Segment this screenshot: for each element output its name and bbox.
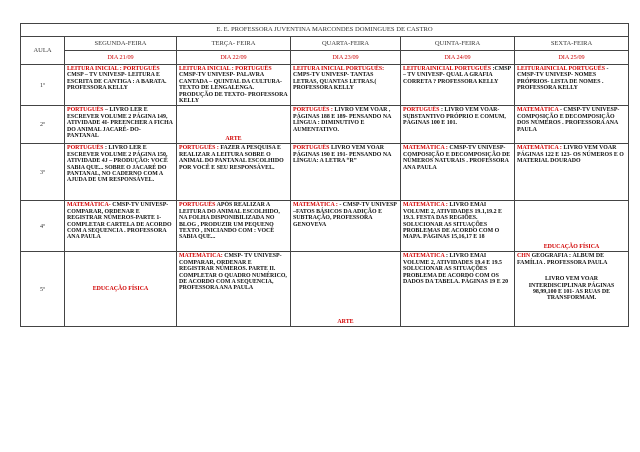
lesson-text: CMSP- TV UNIVESP- COMPARAR, ORDENAR E REGISTRAR NÚMEROS. PARTE II. COMPLETAR O QUADRO NUMÉRICO, DE ACORDO COM A SEQUENCIA, PROFESSORA ANA PAULA: [179, 253, 287, 292]
lesson-cell: [401, 201, 515, 252]
lesson-subject: MATEMÁTICA: [403, 253, 445, 260]
lesson-text: CMSP – TV UNIVESP- LEITURA E ESCRITA DE CANTIGA : A BARATA. PROFESSORA KELLY: [67, 72, 167, 92]
lesson-text: - CMSP-TV UNIVESP- NOMES PRÓPRIOS- LISTA DE NOMES . PROFESSORA KELLY: [517, 66, 609, 92]
lesson-subject: LEITURAINICIAL PORTUGUÊS: [403, 66, 492, 72]
lesson-subject: PORTUGUÊS: [403, 107, 440, 114]
lesson-subject: EDUCAÇÃO FÍSICA: [543, 244, 600, 251]
lesson-cell: [65, 252, 177, 327]
class-number: 5º: [21, 252, 65, 327]
day-date: DIA 23/09: [291, 51, 401, 65]
lesson-subject: PORTUGUÊS :: [293, 107, 333, 114]
lesson-cell: [291, 201, 401, 252]
lesson-text: :CMSP – TV UNIVESP- QUAL A GRAFIA CORRETA ? PROFESSORA KELLY: [403, 66, 511, 85]
lesson-text: : LIVRO EMAI VOLUME 2, ATIVIDADES 19.4 E 19.5 SOLUCIONAR AS SITUAÇÕES PROBLEMA DE ACORDO COM OS DADOS DA TABELA. PÁGINAS 19 E 20: [403, 253, 509, 286]
class-number: 2º: [21, 106, 65, 144]
table-row: [21, 201, 629, 252]
lesson-cell: [401, 252, 515, 327]
lesson-text: : LIVRO LER E ESCREVER VOLUME 2 PÁGINA 150, ATIVIDADE 4J – PRODUÇÃO: VOCÊ SABIA QUE... SOBRE O JACARÉ DO PANTANAL, NO CADERNO COM A AJUDA DE UM RESPONSÁVEL.: [67, 145, 168, 184]
day-name: QUINTA-FEIRA: [401, 37, 515, 51]
lesson-text: - CMSP-TV UNIVESP –FATOS BÁSICOS DA ADIÇÃO E SUBTRAÇÃO, PROFESSORA GENOVEVA: [293, 202, 397, 228]
lesson-cell: [401, 106, 515, 144]
lesson-text: CMSP-TV UNIVESP- PALAVRA CANTADA – QUINTAL DA CULTURA- TEXTO DE LENGALENGA. PRODUÇÃO DE TEXTO- PROFESSORA KELLY: [179, 72, 288, 105]
lesson-subject: CHN: [517, 253, 531, 260]
day-name: SEGUNDA-FEIRA: [65, 37, 177, 51]
lesson-cell: [515, 201, 629, 252]
lesson-text: FAZER A PESQUISA E REALIZAR A LEITURA SOBRE O ANIMAL DO PANTANAL ESCOLHIDO POR VOCÊ E SEU RESPONSÁVEL.: [179, 145, 284, 171]
table-row: [21, 144, 629, 201]
lesson-cell: [515, 144, 629, 201]
lesson-extra: LIVRO VEM VOAR INTERDISCIPLINAR PÁGINAS 98,99,100 E 101- AS RUAS DE TRANSFORMAM.: [528, 276, 615, 302]
lesson-subject: LEITURA INICIAL PORTUGUÊS:: [293, 66, 385, 72]
lesson-text: LIVRO VEM VOAR PÁGINAS 190 E 191- PENSANDO NA LÍNGUA: A LETRA “R”: [293, 145, 392, 165]
lesson-cell: [65, 106, 177, 144]
lesson-cell: [291, 144, 401, 201]
lesson-text: APÓS REALIZAR A LEITURA DO ANIMAL ESCOLHIDO, NA FOLHA DISPONIBILIZADA NO BLOG , PRODUZIR UM PEQUENO TEXTO , INICIANDO COM : VOCÊ SABIA QUE...: [179, 202, 280, 241]
lesson-cell: [291, 106, 401, 144]
lesson-subject: MATEMÁTICA :: [403, 202, 448, 209]
lesson-cell: [65, 201, 177, 252]
lesson-subject: MATEMÁTICA-: [67, 202, 111, 209]
lesson-text: : LIVRO VEM VOAR- SUBSTANTIVO PRÓPRIO E COMUM, PÁGINAS 100 E 101.: [403, 107, 506, 127]
lesson-text: CMSP-TV UNIVESP- COMPARAR, ORDENAR E REGISTRAR NÚMEROS-PARTE 1- COMPLETAR CARTELA DE ACORDO COM A SEQUENCIA . PROFESSORA ANA PAULA: [67, 202, 172, 241]
lesson-cell: [291, 65, 401, 106]
lesson-subject: PORTUGUÊS: [67, 145, 104, 152]
lesson-subject: MATEMÁTICA :: [403, 145, 448, 152]
day-date: DIA 21/09: [65, 51, 177, 65]
day-name: TERÇA- FEIRA: [177, 37, 291, 51]
lesson-text: – LIVRO LER E ESCREVER VOLUME 2 PÁGINA 149, ATIVIDADE 4I- PREENCHER A FICHA DO ANIMAL JACARÉ- DO- PANTANAL: [67, 107, 173, 140]
lesson-text: LIVRO VEM VOAR , PÁGINAS 188 E 189- PENSANDO NA LÍNGUA : DIMINUTIVO E AUMENTATIVO.: [293, 107, 392, 133]
lesson-subject: MATEMÁTICA: [517, 107, 559, 114]
lesson-cell: [65, 144, 177, 201]
lesson-subject: ARTE: [337, 319, 354, 326]
lesson-cell: [515, 252, 629, 327]
lesson-cell: [291, 252, 401, 327]
schedule-table: [20, 23, 629, 327]
day-date: DIA 22/09: [177, 51, 291, 65]
lesson-cell: [177, 201, 291, 252]
lesson-subject: MATEMÁTICA :: [517, 145, 562, 152]
lesson-text: LIVRO VEM VOAR PÁGINAS 122 E 123- OS NÚMEROS E O MATERIAL DOURADO: [517, 145, 624, 165]
day-date: DIA 24/09: [401, 51, 515, 65]
lesson-text: CMPS-TV UNIVESP- TANTAS LETRAS, QUANTAS LETRAS.( PROFESSORA KELLY: [293, 72, 377, 92]
lesson-cell: [177, 106, 291, 144]
lesson-text: - CMSP-TV UNIVESP-COMPOSIÇÃO E DECOMPOSIÇÃO DOS NÚMEROS . PROFESSORA ANA PAULA: [517, 107, 620, 133]
day-name: SEXTA-FEIRA: [515, 37, 629, 51]
lesson-subject: LEITURA INICIAL : PORTUGUÊS: [179, 66, 272, 72]
table-row: [21, 252, 629, 327]
day-name: QUARTA-FEIRA: [291, 37, 401, 51]
school-name: E. E. PROFESSORA JUVENTINA MARCONDES DOMINGUES DE CASTRO: [21, 24, 629, 37]
lesson-subject: EDUCAÇÃO FÍSICA: [92, 286, 149, 293]
lesson-cell: [65, 65, 177, 106]
lesson-cell: [401, 144, 515, 201]
table-row: [21, 106, 629, 144]
class-number: 3º: [21, 144, 65, 201]
lesson-cell: [515, 65, 629, 106]
lesson-cell: [401, 65, 515, 106]
lesson-cell: [515, 106, 629, 144]
table-row: [21, 65, 629, 106]
lesson-subject: PORTUGUÊS :: [179, 145, 219, 152]
lesson-text: LIVRO EMAI VOLUME 2, ATIVIDADES 19.1,19.2 E 19.3. FESTA DAS REGIÕES. SOLUCIONAR AS SITUAÇÕES PROBLEMAS DE ACORDO COM O MAPA. PÁGINAS 15,16,17 E 18: [403, 202, 502, 241]
lesson-cell: [177, 144, 291, 201]
class-number: 1º: [21, 65, 65, 106]
lesson-subject: MATEMÁTICA :: [293, 202, 338, 209]
lesson-cell: [177, 252, 291, 327]
lesson-text: CMSP-TV UNIVESP- COMPOSIÇÃO E DECOMPOSIÇÃO DE NÚMEROS NATURAIS . PROFESSORA ANA PAULA: [403, 145, 511, 171]
lesson-subject: PORTUGUÊS: [179, 202, 216, 209]
day-date: DIA 25/09: [515, 51, 629, 65]
lesson-subject: PORTUGUÊS: [293, 145, 330, 152]
aula-header: AULA: [21, 37, 65, 65]
lesson-subject: MATEMÁTICA:: [179, 253, 223, 260]
lesson-subject: PORTUGUÊS: [67, 107, 104, 114]
lesson-subject: LEITURA INICIAL : PORTUGUÊS: [67, 66, 160, 72]
lesson-text: GEOGRAFIA : ÁLBUM DE FAMÍLIA . PROFESSORA PAULA: [517, 253, 608, 266]
class-number: 4º: [21, 201, 65, 252]
lesson-cell: [177, 65, 291, 106]
lesson-subject: ARTE: [225, 136, 242, 143]
lesson-subject: LEITURAINICIAL PORTUGUÊS: [517, 66, 606, 72]
